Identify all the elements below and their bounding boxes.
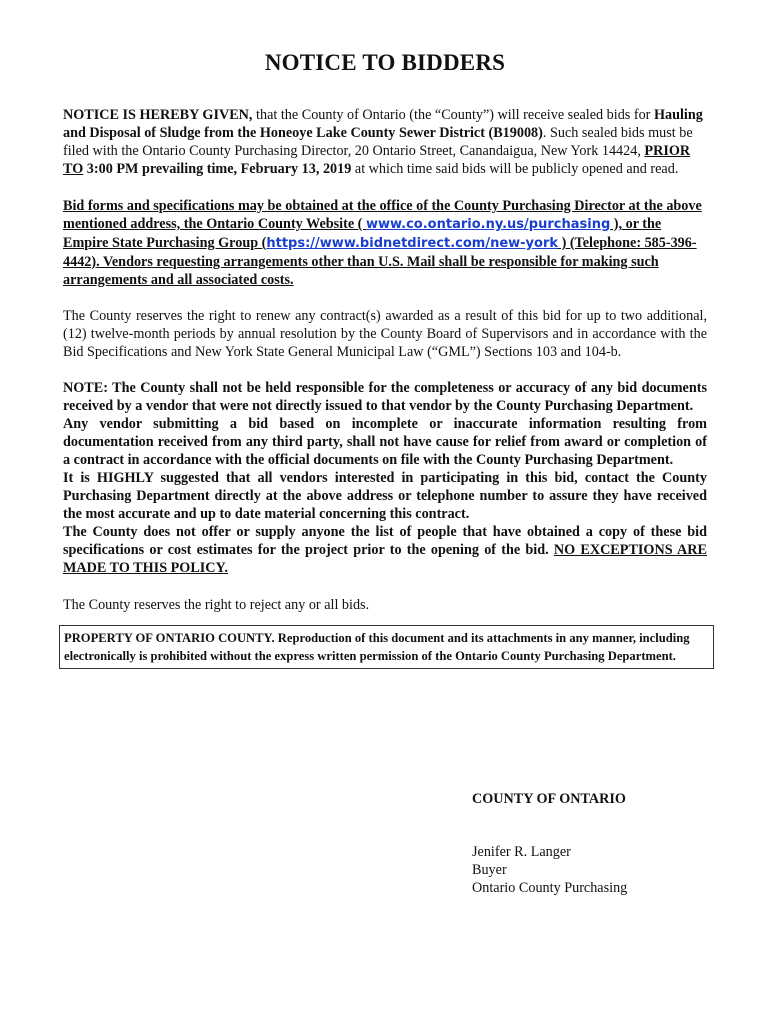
notice-lead: NOTICE IS HEREBY GIVEN, <box>63 107 253 123</box>
policy-paragraph <box>63 523 707 577</box>
telephone: ) (Telephone: 585-396-4442) <box>63 235 697 270</box>
intro-paragraph <box>63 106 707 178</box>
bid-forms-text-2: ), or the Empire State Purchasing Group ( <box>63 216 662 251</box>
signer-role: Buyer <box>472 862 507 878</box>
signer-department: Ontario County Purchasing <box>472 880 628 896</box>
page-title: NOTICE TO BIDDERS <box>264 50 506 75</box>
no-exceptions: NO EXCEPTIONS ARE MADE TO THIS POLICY. <box>63 542 707 576</box>
deadline: 3:00 PM prevailing time, February 13, 2019 <box>83 161 352 177</box>
signer-name: Jenifer R. Langer <box>472 844 571 860</box>
intro-text-3: at which time said bids will be publicly opened and read. <box>351 161 679 177</box>
notice-document <box>63 48 707 669</box>
renewal-paragraph: The County reserves the right to renew any contract(s) awarded as a result of this bid for up to two additional, (12) twelve-month periods by annual resolution by the County Board of Supervisors and in accordance with the Bid Specifications and New York State General Municipal Law (“GML”) Sections 103 and 104-b. <box>63 308 707 360</box>
prior-to: PRIOR TO <box>63 143 691 177</box>
policy-text: The County does not offer or supply anyone the list of people that have obtained a copy of these bid specifications or cost estimates for the project prior to the opening of the bid. <box>63 524 707 558</box>
reject-paragraph: The County reserves the right to reject any or all bids. <box>63 597 370 613</box>
county-website-link[interactable]: www.co.ontario.ny.us/purchasing <box>365 217 611 232</box>
contact-suggestion-paragraph: It is HIGHLY suggested that all vendors interested in participating in this bid, contact the County Purchasing Department directly at the above address or telephone number to assure they have received the most accurate and up to date material concerning this contract. <box>63 470 707 522</box>
project-title: Hauling and Disposal of Sludge from the Honeoye Lake County Sewer District (B19008) <box>63 107 703 141</box>
intro-text-1: that the County of Ontario (the “County”) will receive sealed bids for <box>252 107 654 123</box>
note-paragraph: NOTE: The County shall not be held responsible for the completeness or accuracy of any bid documents received by a vendor that were not directly issued to that vendor by the County Purchasing Department. <box>63 380 707 414</box>
third-party-paragraph: Any vendor submitting a bid based on incomplete or inaccurate information resulting from documentation received from any third party, shall not have cause for relief from award or completion of a contract in accordance with the official documents on file with the County Purchasing Department. <box>63 416 707 468</box>
property-notice-box: PROPERTY OF ONTARIO COUNTY. Reproduction of this document and its attachments in any manner, including electronically is prohibited without the express written permission of the Ontario County Purchasing Department. <box>59 625 714 669</box>
bid-forms-text-3: . Vendors requesting arrangements other than U.S. Mail shall be responsible for making such arrangements and all associated costs. <box>63 254 659 288</box>
bidnet-link[interactable]: https://www.bidnetdirect.com/new-york <box>266 236 559 251</box>
intro-text-2: . Such sealed bids must be filed with the Ontario County Purchasing Director, 20 Ontario Street, Canandaigua, New York 14424, <box>63 125 693 159</box>
signature-block <box>472 843 627 897</box>
bid-forms-text-1: Bid forms and specifications may be obtained at the office of the County Purchasing Director at the above mentioned address, the Ontario County Website ( <box>63 198 702 232</box>
signature-county: COUNTY OF ONTARIO <box>472 791 626 807</box>
bid-forms-paragraph <box>63 197 707 289</box>
